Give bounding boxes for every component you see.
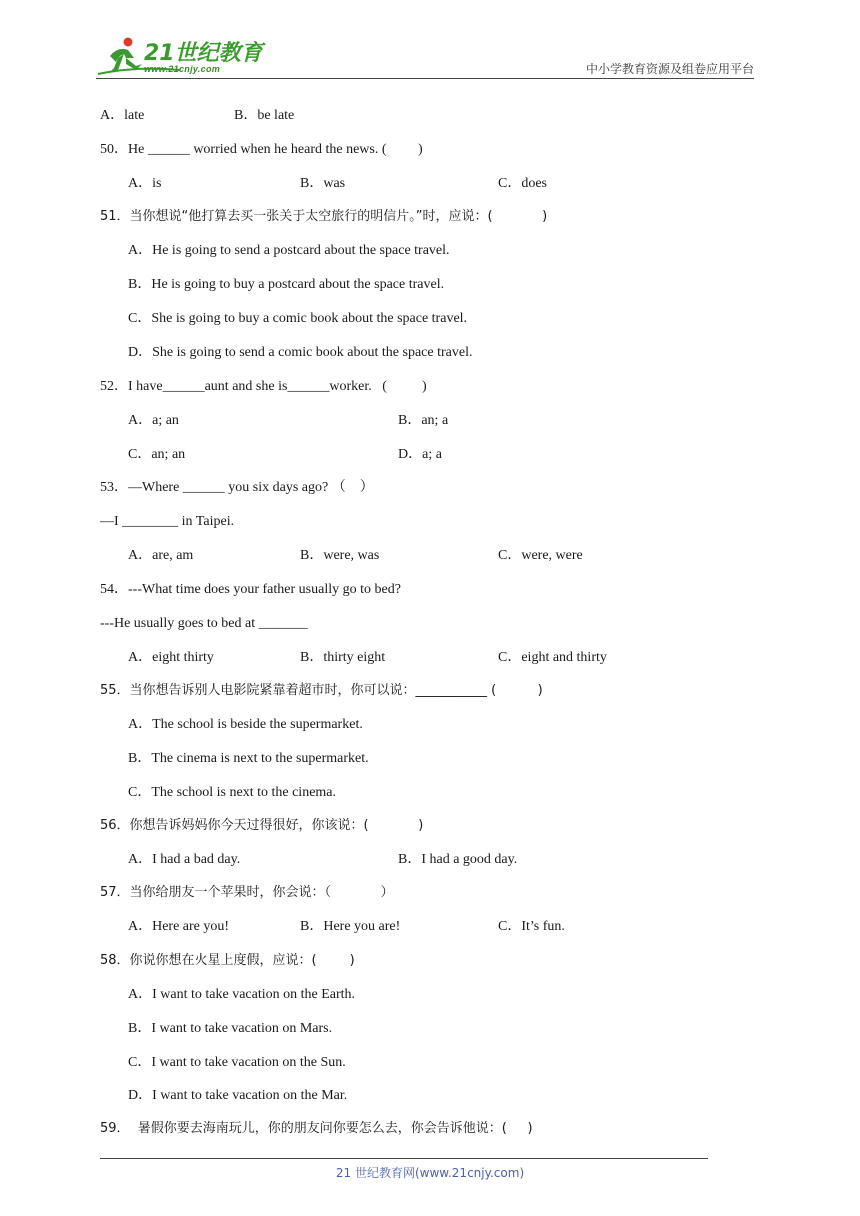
q54-answer-line: ---He usually goes to bed at _______ [100,616,308,631]
header-divider [96,78,754,79]
q55-stem: 55．当你想告诉别人电影院紧靠着超市时，你可以说：___________ ( ) [100,683,543,698]
q54-stem: 54．---What time does your father usually go to bed? [100,582,401,597]
page-footer: 21 世纪教育网(www.21cnjy.com) [335,1166,525,1180]
header-platform-title: 中小学教育资源及组卷应用平台 [585,62,754,76]
q55-option-a: A．The school is beside the supermarket. [128,717,363,732]
q53-answer-line: —I ________ in Taipei. [100,514,235,529]
q57-option-a: A．Here are you! [128,919,230,934]
q50-option-c: C．does [498,176,547,191]
logo-url: www.21cnjy.com [144,64,221,74]
q50-stem: 50．He ______ worried when he heard the news. ( ) [100,142,423,157]
q52-option-b: B．an; a [398,413,449,428]
page-header [0,0,860,90]
q56-option-a: A．I had a bad day. [128,852,241,867]
q50-option-a: A．is [128,176,162,191]
q52-option-d: D．a; a [398,447,442,462]
q58-option-a: A．I want to take vacation on the Earth. [128,987,356,1002]
q56-stem: 56．你想告诉妈妈你今天过得很好，你该说：( ) [100,818,424,833]
q59-stem: 59． 暑假你要去海南玩儿，你的朋友问你要怎么去，你会告诉他说：( ) [100,1121,533,1136]
footer-divider [100,1158,708,1159]
q57-option-b: B．Here you are! [300,919,401,934]
q54-option-c: C．eight and thirty [498,650,607,665]
q49-option-b: B．be late [234,108,295,123]
q51-stem: 51．当你想说“他打算去买一张关于太空旅行的明信片。”时，应说：( ) [100,209,548,224]
q53-option-a: A．are, am [128,548,194,563]
q53-option-b: B．were, was [300,548,380,563]
q58-option-b: B．I want to take vacation on Mars. [128,1021,333,1036]
logo-text: 21世纪教育 [144,41,263,66]
q51-option-a: A．He is going to send a postcard about the space travel. [128,243,450,258]
q50-option-b: B．was [300,176,346,191]
q57-option-c: C．It’s fun. [498,919,565,934]
q52-option-c: C．an; an [128,447,186,462]
q54-option-a: A．eight thirty [128,650,214,665]
q58-option-c: C．I want to take vacation on the Sun. [128,1055,346,1070]
q54-option-b: B．thirty eight [300,650,386,665]
q49-option-a: A．late [100,108,145,123]
q51-option-c: C．She is going to buy a comic book about the space travel. [128,311,468,326]
q56-option-b: B．I had a good day. [398,852,518,867]
q58-option-d: D．I want to take vacation on the Mar. [128,1088,348,1103]
q55-option-c: C．The school is next to the cinema. [128,785,337,800]
q51-option-d: D．She is going to send a comic book about the space travel. [128,345,473,360]
q52-option-a: A．a; an [128,413,179,428]
q55-option-b: B．The cinema is next to the supermarket. [128,751,369,766]
q53-stem: 53．—Where ______ you six days ago? （ ） [100,480,374,495]
q53-option-c: C．were, were [498,548,583,563]
q51-option-b: B．He is going to buy a postcard about the space travel. [128,277,445,292]
q52-stem: 52．I have______aunt and she is______worker. ( ) [100,379,427,394]
q58-stem: 58．你说你想在火星上度假，应说：( ) [100,953,355,968]
q57-stem: 57．当你给朋友一个苹果时，你会说：（ ） [100,885,394,900]
site-logo [96,36,266,78]
